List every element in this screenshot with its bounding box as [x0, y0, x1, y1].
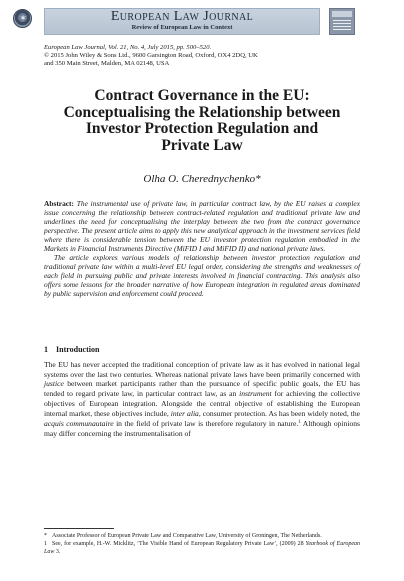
footnotes [44, 533, 360, 557]
emphasis-inter-alia: inter alia [170, 408, 199, 418]
section-number: 1 [44, 345, 48, 354]
abstract-text: The instrumental use of private law, in particular contract law, by the EU raises a complex issue concerning the relationship between contract-related regulation and traditional private law and underlines the need for conceptualising the interplay between the two from the contract governance perspective. The present article aims to apply this new analytical approach in the investment services field where there is considerable tension between the EU investor protection regulation embodied in the Markets in Financial Instruments Directive (MiFID I and MiFID II) and national private laws. [44, 199, 360, 254]
footnote-journal-title: Yearbook of European Law [44, 541, 360, 555]
title-line: Conceptualising the Relationship between [63, 103, 341, 121]
footnote-marker: * [44, 533, 47, 539]
abstract-paragraph [44, 199, 360, 253]
journal-seal-logo [13, 9, 32, 28]
body-paragraph: The EU has never accepted the traditional conception of private law as it has evolved in national legal systems over the last two centuries. Whereas national private laws have been primarily concerned with justice between market participants rather than the pursuance of specific public goals, the EU has tended to regard private law, in particular contract law, as an instrument for achieving the collective objectives of European integration. Alongside the central objective of establishing the European internal market, these objectives include, inter alia, consumer protection. As has been widely noted, the acquis communautaire in the field of private law is therefore regulatory in nature.$^1$ Although opinions may differ concerning the instrumentalisation of [44, 360, 360, 438]
emphasis-instrument: instrument [239, 389, 272, 399]
footnote-item [44, 533, 360, 540]
citation-copyright-line: © 2015 John Wiley & Sons Ltd., 9600 Garsington Road, Oxford, OX4 2DQ, UK [44, 51, 258, 59]
citation-address-line: and 350 Main Street, Malden, MA 02148, USA [44, 59, 170, 67]
title-line: Investor Protection Regulation and [85, 120, 319, 137]
article-author: Olha O. Cherednychenko* [143, 173, 261, 185]
journal-subtitle: Review of European Law in Context [131, 24, 233, 31]
footnote-marker: 1 [44, 541, 47, 548]
abstract-paragraph: The article explores various models of relationship between investor protection regulation and traditional private law within a multi-level EU legal order, considering the strengths and weaknesses of each field in pursuing public and private interests involved in financial contracting. This analysis also offers some lessons for the broader narrative of how European integration in regulated areas dominated by public supervision and enforcement could proceed. [44, 253, 360, 299]
citation-block [44, 44, 364, 67]
abstract-label: Abstract: [44, 199, 74, 208]
star-icon: ✶ [19, 13, 27, 23]
title-line: Private Law [161, 136, 243, 154]
section-title: Introduction [56, 345, 100, 354]
abstract [44, 199, 360, 299]
footnote-divider [44, 528, 114, 529]
footnote-text: Associate Professor of European Private Law and Comparative Law, University of Groningen, The Netherlands. [52, 533, 322, 539]
journal-name: European Law Journal [110, 9, 254, 24]
footnote-item: 1 See, for example, H.-W. Micklitz, ‘The Visible Hand of European Regulatory Private Law’, (2009) 28 Yearbook of European Law 3. [44, 541, 360, 555]
citation-journal-line: European Law Journal, Vol. 21, No. 4, July 2015, pp. 500–520. [44, 44, 212, 51]
journal-cover-thumbnail [329, 8, 355, 35]
title-line: Contract Governance in the EU: [94, 87, 310, 104]
emphasis-acquis: acquis communautaire [44, 419, 114, 429]
section-heading [44, 345, 99, 355]
footnote-reference[interactable]: 1 [298, 420, 301, 426]
journal-masthead [44, 8, 320, 35]
article-title [44, 88, 360, 154]
introduction-body [44, 360, 360, 439]
emphasis-justice: justice [44, 379, 64, 389]
